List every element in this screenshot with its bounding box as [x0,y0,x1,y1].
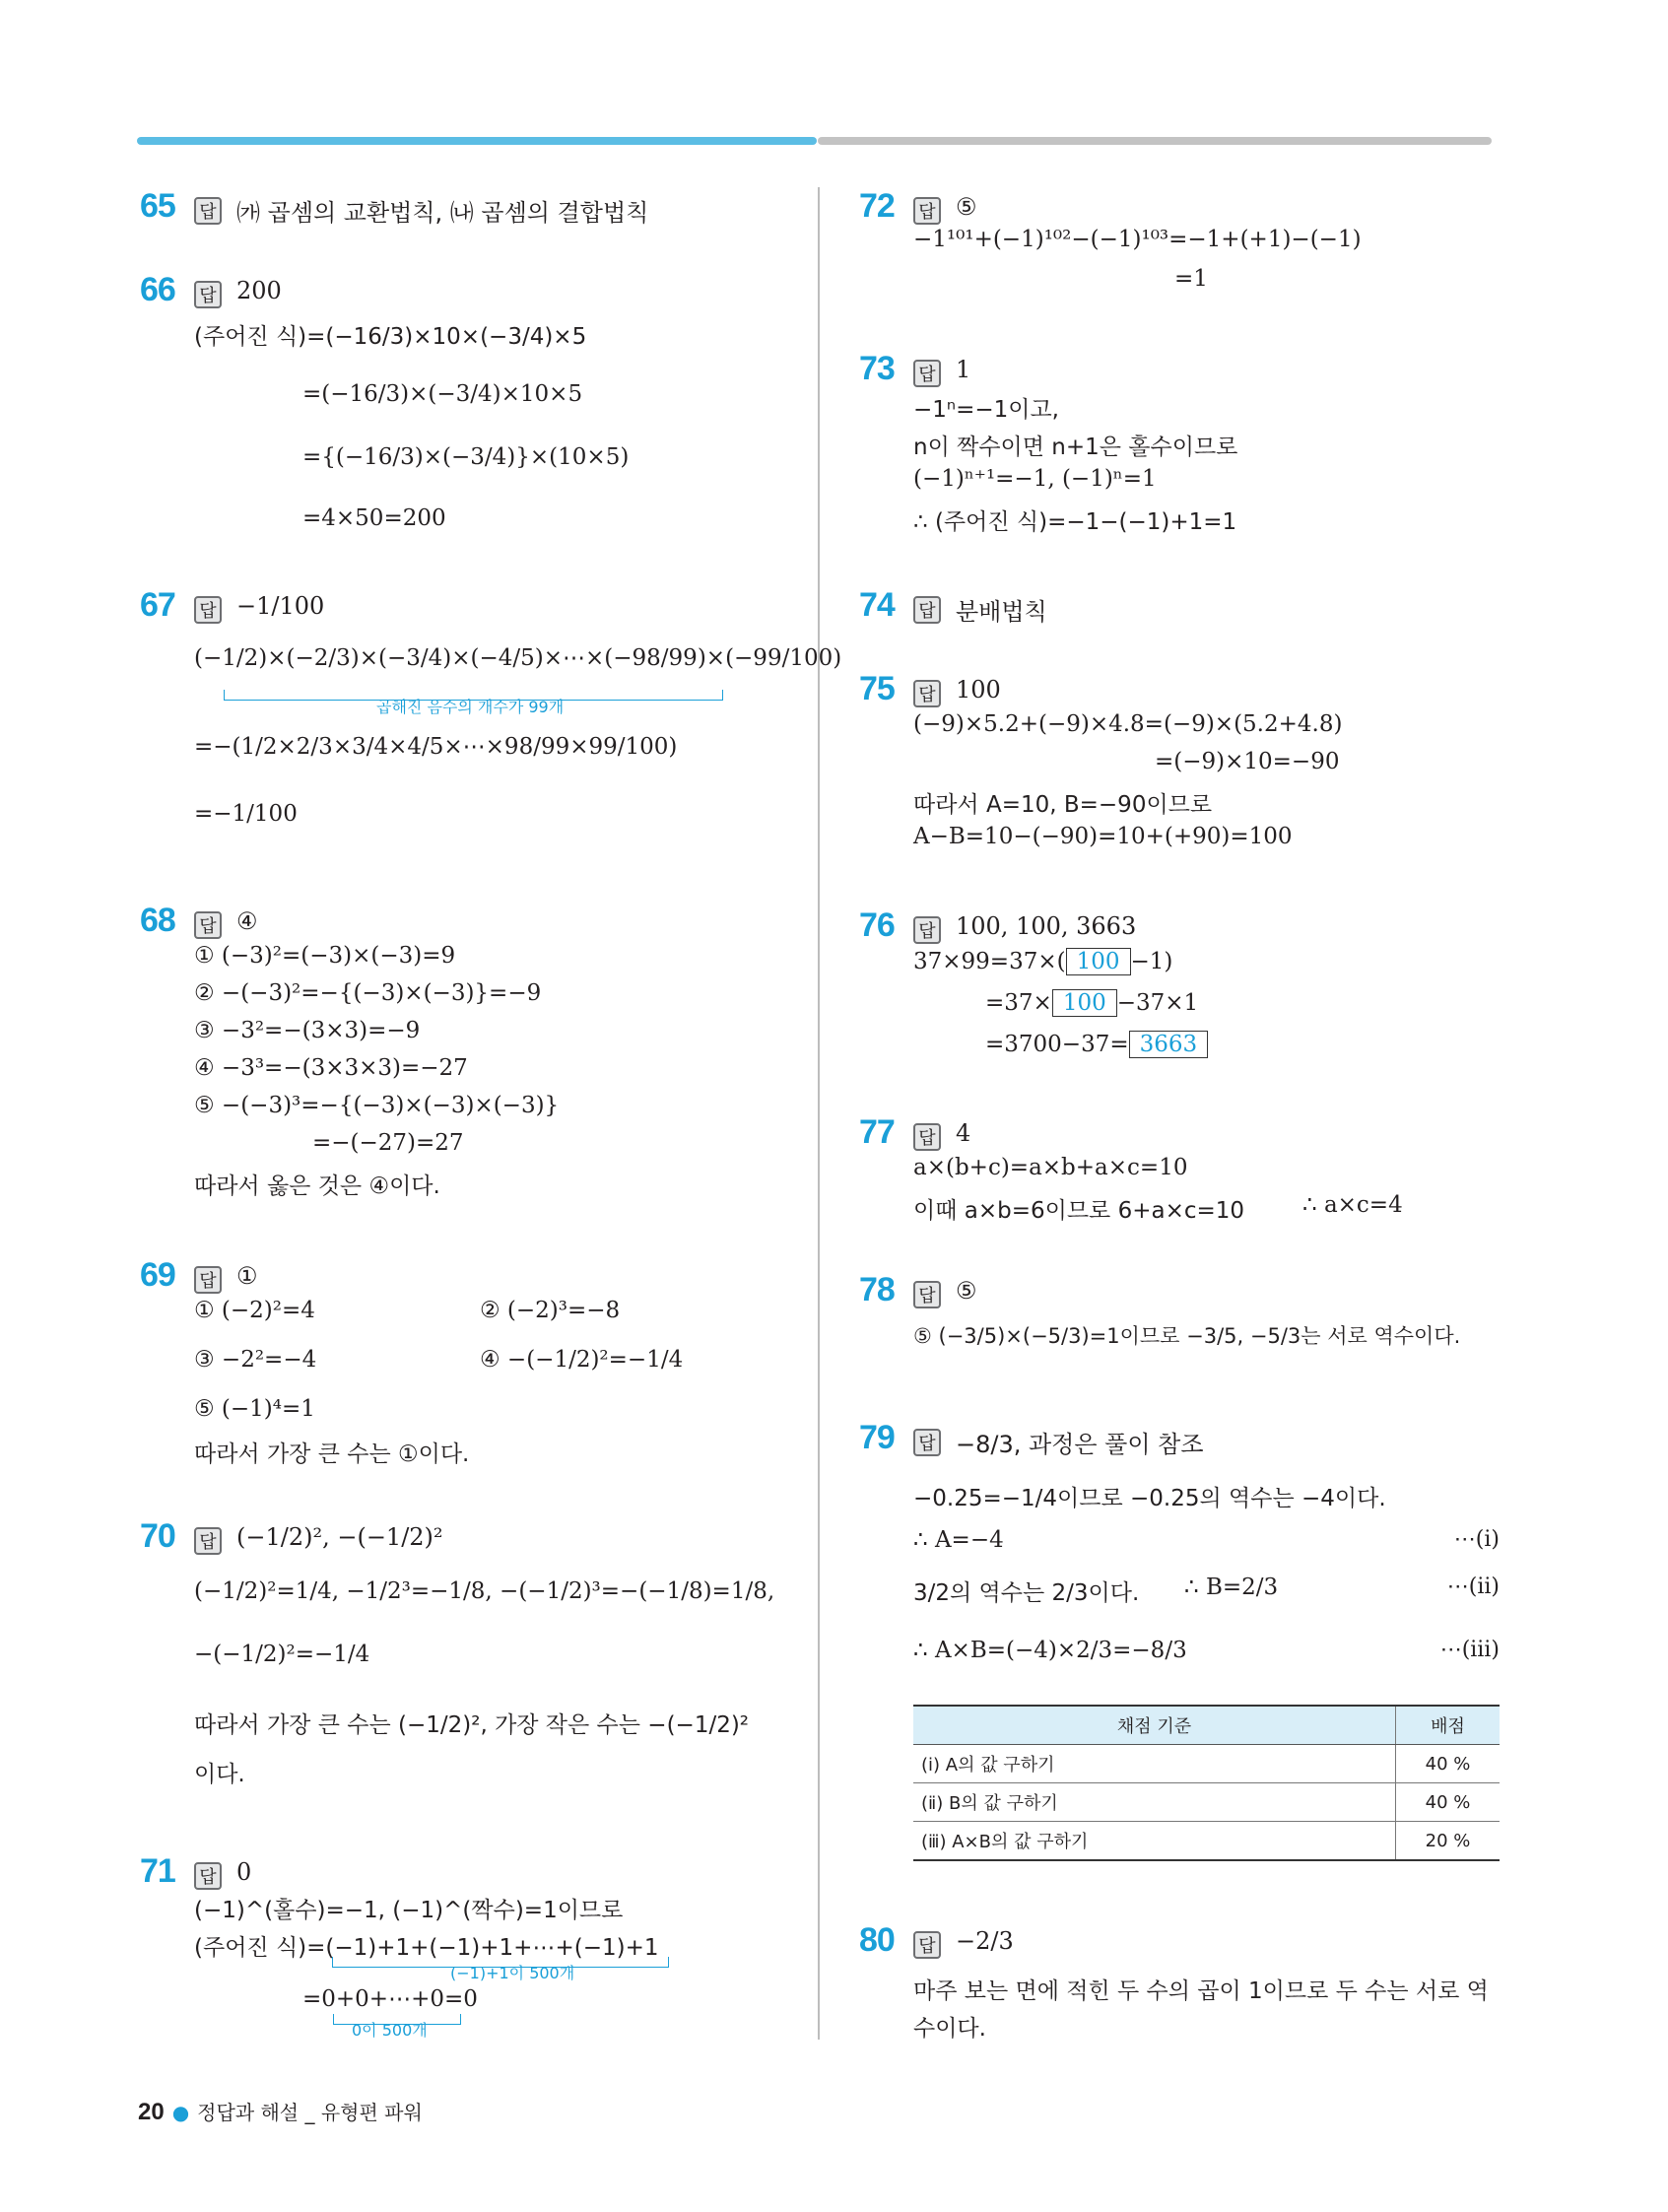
header-bar-right [818,137,1492,145]
answer-text: −8/3, 과정은 풀이 참조 [956,1431,1204,1458]
step-tag: ⋯(ⅱ) [1446,1575,1500,1599]
table-row: (ⅱ) B의 값 구하기 40 % [913,1783,1500,1822]
problem-73 [859,350,1500,535]
answer-text: ㈎ 곱셈의 교환법칙, ㈏ 곱셈의 결합법칙 [236,199,649,227]
blank-box: 100 [1052,989,1117,1017]
answer-text: 0 [236,1858,252,1886]
problem-78 [859,1271,1500,1348]
problem-79 [859,1419,1500,1852]
answer-label-icon: 답 [194,596,222,624]
problem-number: 76 [859,906,895,944]
bullet-icon: ● [171,2101,190,2124]
blank-box: 100 [1066,948,1131,975]
problem-75 [859,670,1500,849]
solution-line: 따라서 A=10, B=−90이므로 [913,792,1213,818]
blank-box: 3663 [1129,1031,1209,1058]
answer-text: −2/3 [956,1927,1014,1955]
answer-text: ⑤ [956,193,977,221]
problem-74 [859,586,1500,636]
problem-71 [140,1852,790,2040]
problem-number: 69 [140,1256,175,1294]
problem-number: 77 [859,1113,895,1151]
answer-label-icon: 답 [194,911,222,939]
answer-label-icon: 답 [913,680,941,707]
solution-line: −1¹⁰¹+(−1)¹⁰²−(−1)¹⁰³=−1+(+1)−(−1) [913,227,1362,252]
solution-line: ⑤ (−1)⁴=1 [194,1396,315,1422]
solution-line: 따라서 옳은 것은 ④이다. [194,1173,440,1199]
solution-line: ① (−3)²=(−3)×(−3)=9 [194,943,456,969]
problem-72 [859,187,1500,292]
answer-label-icon: 답 [913,916,941,944]
solution-line: A−B=10−(−90)=10+(+90)=100 [913,824,1293,849]
solution-line: n이 짝수이면 n+1은 홀수이므로 [913,435,1238,460]
problem-number: 78 [859,1271,895,1308]
answer-label-icon: 답 [913,360,941,387]
solution-line: =(−16/3)×(−3/4)×10×5 [302,381,583,407]
solution-line: ∴ a×c=4 [1302,1192,1403,1218]
page-footer [138,2097,423,2126]
solution-line: ∴ (주어진 식)=−1−(−1)+1=1 [913,509,1237,535]
solution-line: 수이다. [913,2016,986,2042]
scoring-table [913,1705,1500,1861]
solution-line: 이때 a×b=6이므로 6+a×c=10 [913,1198,1245,1224]
problem-number: 80 [859,1921,895,1959]
solution-line: (−1/2)²=1/4, −1/2³=−1/8, −(−1/2)³=−(−1/8)=1/8, [194,1578,775,1604]
solution-line: =4×50=200 [302,505,446,531]
problem-number: 67 [140,586,175,624]
answer-text: (−1/2)², −(−1/2)² [236,1523,443,1551]
answer-label-icon: 답 [913,596,941,624]
solution-line: =(−9)×10=−90 [1155,749,1340,774]
solution-line: (−9)×5.2+(−9)×4.8=(−9)×(5.2+4.8) [913,711,1343,737]
problem-number: 75 [859,670,895,707]
solution-line: ⑤ −(−3)³=−{(−3)×(−3)×(−3)} [194,1093,560,1118]
solution-line: ={(−16/3)×(−3/4)}×(10×5) [302,444,630,470]
problem-number: 68 [140,902,175,939]
answer-label-icon: 답 [194,197,222,225]
solution-line: 따라서 가장 큰 수는 ①이다. [194,1441,470,1467]
problem-66 [140,271,790,531]
solution-line: ③ −2²=−4 [194,1347,317,1373]
page-number: 20 [138,2099,165,2125]
table-header: 채점 기준 [913,1706,1396,1745]
solution-line: =3700−37= 3663 [985,1031,1208,1058]
answer-label-icon: 답 [194,1266,222,1294]
answer-label-icon: 답 [194,1527,222,1555]
solution-line: −0.25=−1/4이므로 −0.25의 역수는 −4이다. [913,1486,1386,1511]
solution-line: =−1/100 [194,801,298,827]
solution-line: ③ −3²=−(3×3)=−9 [194,1018,421,1043]
table-row: (ⅲ) A×B의 값 구하기 20 % [913,1822,1500,1861]
solution-line: ∴ A=−4 [913,1527,1004,1553]
solution-line: (주어진 식)=(−16/3)×10×(−3/4)×5 [194,324,587,350]
footer-text: 정답과 해설 _ 유형편 파워 [197,2101,423,2124]
answer-label-icon: 답 [913,1931,941,1959]
solution-line: (−1)ⁿ⁺¹=−1, (−1)ⁿ=1 [913,466,1157,492]
solution-line: ④ −3³=−(3×3×3)=−27 [194,1055,468,1081]
problem-number: 72 [859,187,895,225]
solution-line: (주어진 식)=(−1)+1+(−1)+1+⋯+(−1)+1 [194,1935,659,1961]
solution-line: =0+0+⋯+0=0 [302,1986,478,2012]
answer-label-icon: 답 [913,197,941,225]
solution-line: −(−1/2)²=−1/4 [194,1642,370,1667]
solution-line: ④ −(−1/2)²=−1/4 [480,1347,684,1373]
solution-line: ∴ B=2/3 [1184,1575,1279,1600]
answer-text: 100, 100, 3663 [956,912,1137,940]
problem-number: 74 [859,586,895,624]
answer-text: 분배법칙 [956,598,1047,626]
answer-text: ⑤ [956,1277,977,1305]
solution-line: 37×99=37×( 100 −1) [913,949,1173,974]
solution-line: 3/2의 역수는 2/3이다. [913,1580,1140,1606]
answer-text: 1 [956,356,971,383]
header-bar-left [137,137,817,145]
column-divider [818,187,820,2040]
step-tag: ⋯(ⅰ) [1453,1527,1500,1552]
solution-line: a×(b+c)=a×b+a×c=10 [913,1155,1188,1180]
table-row: (ⅰ) A의 값 구하기 40 % [913,1745,1500,1783]
answer-text: 4 [956,1119,971,1147]
solution-line: ② −(−3)²=−{(−3)×(−3)}=−9 [194,980,542,1006]
solution-line: =1 [1174,266,1208,292]
answer-label-icon: 답 [194,281,222,308]
solution-line: 마주 보는 면에 적힌 두 수의 곱이 1이므로 두 수는 서로 역 [913,1978,1489,2004]
answer-text: ④ [236,907,258,935]
answer-text: ① [236,1262,258,1290]
solution-line: ② (−2)³=−8 [480,1298,621,1323]
problem-67 [140,586,842,827]
solution-line: 이다. [194,1762,245,1787]
solution-line: 따라서 가장 큰 수는 (−1/2)², 가장 작은 수는 −(−1/2)² [194,1712,750,1738]
problem-65 [140,187,790,236]
answer-label-icon: 답 [913,1123,941,1151]
answer-text: 100 [956,676,1001,704]
step-tag: ⋯(ⅲ) [1439,1638,1500,1662]
problem-70 [140,1517,790,1787]
problem-number: 65 [140,187,175,225]
problem-68 [140,902,790,1199]
solution-line: (−1/2)×(−2/3)×(−3/4)×(−4/5)×⋯×(−98/99)×(−99/100) [194,645,842,671]
answer-text: −1/100 [236,592,325,620]
annotation-text: (−1)+1이 500개 [450,1964,575,1982]
problem-number: 73 [859,350,895,387]
problem-number: 66 [140,271,175,308]
problem-number: 71 [140,1852,175,1890]
table-header: 배점 [1396,1706,1500,1745]
answer-text: 200 [236,277,282,304]
problem-number: 70 [140,1517,175,1555]
annotation-text: 곱해진 음수의 개수가 99개 [376,698,565,716]
problem-number: 79 [859,1419,895,1456]
solution-line: =−(−27)=27 [312,1130,464,1156]
solution-line: =37× 100 −37×1 [985,990,1199,1016]
problem-69 [140,1256,790,1467]
answer-label-icon: 답 [913,1281,941,1308]
answer-label-icon: 답 [913,1429,941,1456]
problem-77 [859,1113,1500,1224]
solution-line: −1ⁿ=−1이고, [913,397,1059,423]
problem-80 [859,1921,1500,2042]
solution-line: (−1)^(홀수)=−1, (−1)^(짝수)=1이므로 [194,1898,624,1923]
answer-label-icon: 답 [194,1862,222,1890]
solution-line: ⑤ (−3/5)×(−5/3)=1이므로 −3/5, −5/3는 서로 역수이다. [913,1324,1461,1348]
solution-line: ① (−2)²=4 [194,1298,315,1323]
solution-line: ∴ A×B=(−4)×2/3=−8/3 [913,1638,1187,1663]
annotation-text: 0이 500개 [352,2021,428,2040]
problem-76 [859,906,1500,1057]
solution-line: =−(1/2×2/3×3/4×4/5×⋯×98/99×99/100) [194,734,678,760]
